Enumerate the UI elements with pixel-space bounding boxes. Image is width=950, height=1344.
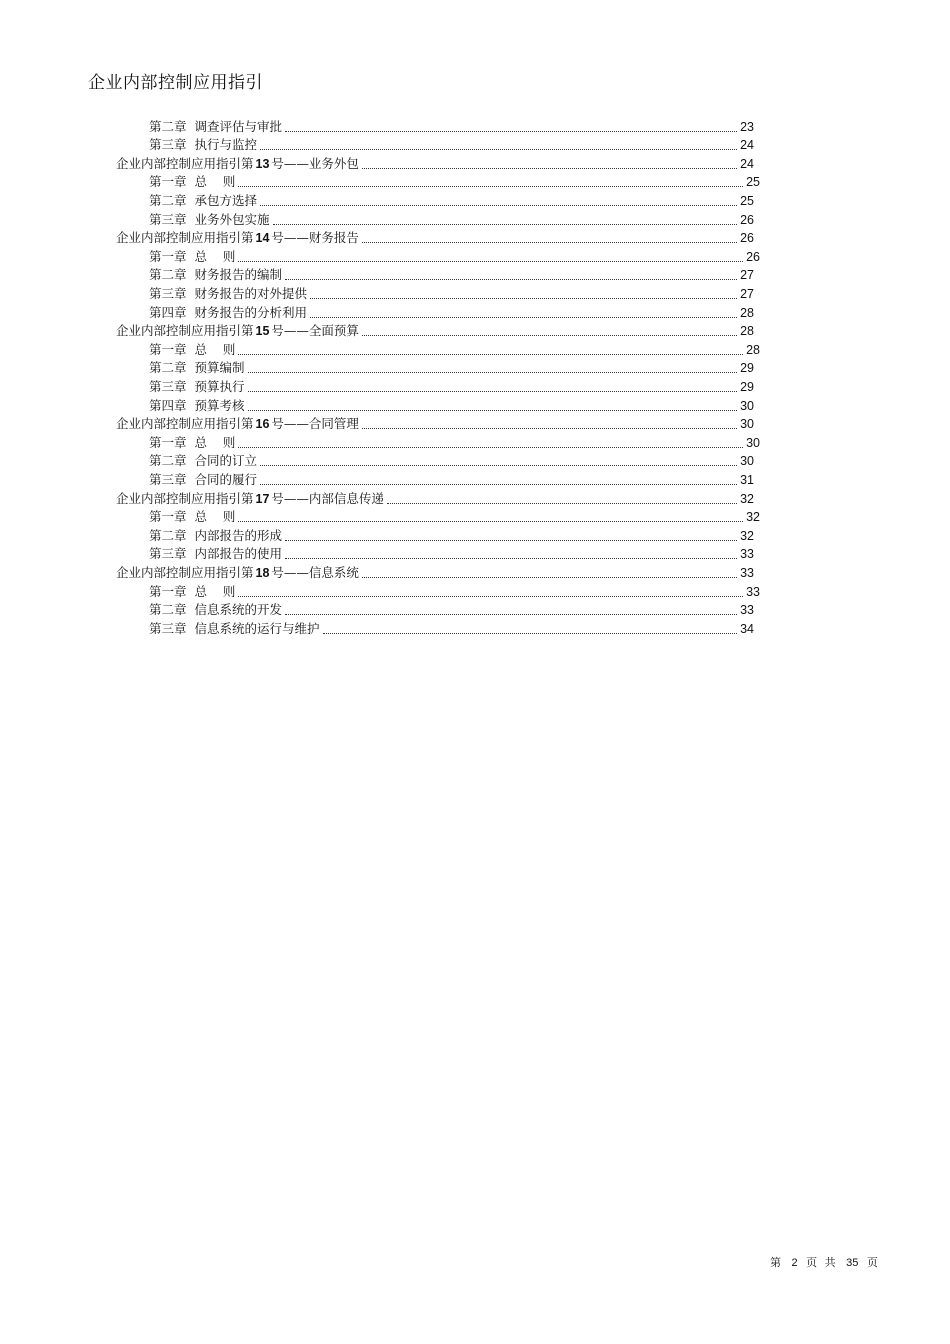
toc-dot-leader bbox=[387, 503, 737, 504]
toc-entry-title: 号——信息系统 bbox=[271, 564, 359, 580]
toc-page-number: 30 bbox=[740, 398, 754, 413]
toc-page-number: 29 bbox=[740, 379, 754, 394]
toc-dot-leader bbox=[310, 298, 737, 299]
toc-chapter-entry[interactable] bbox=[149, 173, 760, 192]
toc-page-number: 33 bbox=[746, 584, 760, 599]
toc-entry-text bbox=[149, 136, 257, 154]
toc-entry-number: 18 bbox=[255, 565, 270, 580]
toc-dot-leader bbox=[260, 465, 737, 466]
toc-entry-title: 总 则 bbox=[194, 509, 236, 525]
toc-chapter-entry[interactable] bbox=[149, 396, 754, 415]
toc-page-number: 26 bbox=[740, 231, 754, 246]
toc-entry-title: 合同的订立 bbox=[194, 453, 258, 469]
toc-chapter-entry[interactable] bbox=[149, 452, 754, 471]
toc-chapter-entry[interactable] bbox=[149, 340, 760, 359]
toc-chapter-entry[interactable] bbox=[149, 303, 754, 322]
footer-current-page: 2 bbox=[791, 1257, 798, 1269]
toc-page-number: 28 bbox=[740, 305, 754, 320]
toc-page-number: 30 bbox=[740, 454, 754, 469]
toc-entry-prefix: 企业内部控制应用指引第 bbox=[116, 155, 254, 171]
toc-entry-prefix: 第一章 bbox=[149, 434, 187, 450]
toc-entry-title: 号——合同管理 bbox=[271, 416, 359, 432]
toc-entry-title: 合同的履行 bbox=[194, 471, 258, 487]
toc-entry-title: 号——全面预算 bbox=[271, 323, 359, 339]
toc-page-number: 24 bbox=[740, 156, 754, 171]
toc-dot-leader bbox=[238, 596, 743, 597]
toc-entry-prefix: 第一章 bbox=[149, 248, 187, 264]
toc-entry-prefix: 第二章 bbox=[149, 360, 187, 376]
toc-dot-leader bbox=[238, 521, 743, 522]
toc-page-number: 26 bbox=[746, 249, 760, 264]
toc-chapter-entry[interactable] bbox=[149, 266, 754, 285]
toc-entry-text bbox=[149, 471, 257, 489]
toc-dot-leader bbox=[260, 205, 737, 206]
toc-entry-text bbox=[149, 192, 257, 210]
toc-dot-leader bbox=[285, 558, 737, 559]
toc-entry-number: 14 bbox=[255, 231, 270, 246]
toc-entry-prefix: 第三章 bbox=[149, 285, 187, 301]
toc-entry-number: 17 bbox=[255, 491, 270, 506]
toc-entry-number: 15 bbox=[255, 324, 270, 339]
toc-entry-prefix: 第二章 bbox=[149, 527, 187, 543]
toc-entry-title: 号——内部信息传递 bbox=[271, 490, 384, 506]
toc-entry-text bbox=[149, 601, 282, 619]
toc-dot-leader bbox=[238, 447, 743, 448]
toc-entry-prefix: 第二章 bbox=[149, 267, 187, 283]
toc-page-number: 31 bbox=[740, 472, 754, 487]
toc-entry-title: 总 则 bbox=[194, 583, 236, 599]
toc-dot-leader bbox=[273, 224, 738, 225]
toc-entry-prefix: 第二章 bbox=[149, 118, 187, 134]
toc-entry-title: 号——财务报告 bbox=[271, 230, 359, 246]
toc-dot-leader bbox=[248, 410, 738, 411]
toc-page-number: 26 bbox=[740, 212, 754, 227]
toc-page-number: 32 bbox=[740, 528, 754, 543]
toc-entry-text bbox=[149, 527, 282, 545]
toc-page-number: 25 bbox=[746, 175, 760, 190]
toc-dot-leader bbox=[248, 372, 738, 373]
toc-page-number: 24 bbox=[740, 138, 754, 153]
toc-chapter-entry[interactable] bbox=[149, 545, 754, 564]
toc-entry-prefix: 第一章 bbox=[149, 509, 187, 525]
toc-entry-text bbox=[116, 415, 359, 433]
toc-dot-leader bbox=[310, 317, 737, 318]
toc-entry-title: 总 则 bbox=[194, 434, 236, 450]
toc-entry-title: 承包方选择 bbox=[194, 192, 258, 208]
toc-page-number: 27 bbox=[740, 286, 754, 301]
toc-entry-prefix: 第三章 bbox=[149, 471, 187, 487]
toc-page-number: 30 bbox=[746, 435, 760, 450]
toc-entry-text bbox=[149, 359, 245, 377]
toc-dot-leader bbox=[260, 484, 737, 485]
footer-total-pages: 35 bbox=[846, 1257, 859, 1269]
toc-page-number: 33 bbox=[740, 603, 754, 618]
toc-entry-text bbox=[116, 322, 359, 340]
toc-entry-title: 财务报告的分析利用 bbox=[194, 304, 308, 320]
footer-middle: 页 共 bbox=[806, 1256, 838, 1269]
toc-chapter-entry[interactable] bbox=[149, 136, 754, 155]
toc-chapter-entry[interactable] bbox=[149, 619, 754, 638]
toc-entry-prefix: 企业内部控制应用指引第 bbox=[116, 416, 254, 432]
toc-dot-leader bbox=[323, 633, 738, 634]
toc-entry-title: 执行与监控 bbox=[194, 137, 258, 153]
toc-dot-leader bbox=[248, 391, 738, 392]
toc-dot-leader bbox=[362, 577, 737, 578]
toc-entry-title: 内部报告的形成 bbox=[194, 527, 283, 543]
toc-entry-text bbox=[149, 508, 235, 526]
toc-chapter-entry[interactable] bbox=[149, 582, 760, 601]
toc-dot-leader bbox=[285, 540, 737, 541]
toc-section-entry[interactable] bbox=[116, 489, 754, 508]
toc-page-number: 33 bbox=[740, 565, 754, 580]
toc-chapter-entry[interactable] bbox=[149, 284, 754, 303]
toc-entry-title: 总 则 bbox=[194, 248, 236, 264]
toc-page-number: 30 bbox=[740, 417, 754, 432]
toc-entry-prefix: 企业内部控制应用指引第 bbox=[116, 564, 254, 580]
toc-entry-title: 预算考核 bbox=[194, 397, 245, 413]
toc-chapter-entry[interactable] bbox=[149, 526, 754, 545]
toc-dot-leader bbox=[362, 335, 737, 336]
toc-chapter-entry[interactable] bbox=[149, 508, 760, 527]
toc-entry-number: 16 bbox=[255, 417, 270, 432]
toc-chapter-entry[interactable] bbox=[149, 601, 754, 620]
toc-entry-text bbox=[149, 434, 235, 452]
toc-page-number: 32 bbox=[746, 510, 760, 525]
toc-entry-prefix: 第四章 bbox=[149, 397, 187, 413]
toc-dot-leader bbox=[238, 261, 743, 262]
toc-entry-text bbox=[149, 378, 245, 396]
toc-entry-title: 预算执行 bbox=[194, 378, 245, 394]
toc-dot-leader bbox=[238, 354, 743, 355]
toc-chapter-entry[interactable] bbox=[149, 191, 754, 210]
toc-page-number: 28 bbox=[740, 324, 754, 339]
toc-dot-leader bbox=[285, 131, 737, 132]
toc-entry-prefix: 第一章 bbox=[149, 341, 187, 357]
toc-page-number: 29 bbox=[740, 361, 754, 376]
toc-page-number: 25 bbox=[740, 193, 754, 208]
toc-entry-prefix: 第三章 bbox=[149, 211, 187, 227]
toc-chapter-entry[interactable] bbox=[149, 117, 754, 136]
toc-chapter-entry[interactable] bbox=[149, 247, 760, 266]
toc-entry-title: 信息系统的开发 bbox=[194, 602, 283, 618]
toc-entry-text bbox=[149, 583, 235, 601]
toc-section-entry[interactable] bbox=[116, 154, 754, 173]
toc-dot-leader bbox=[260, 149, 737, 150]
toc-entry-number: 13 bbox=[255, 156, 270, 171]
footer-suffix: 页 bbox=[866, 1256, 880, 1269]
toc-entry-text bbox=[149, 266, 282, 284]
footer-prefix: 第 bbox=[770, 1256, 783, 1269]
toc-entry-text bbox=[116, 155, 359, 173]
toc-page-number: 28 bbox=[746, 342, 760, 357]
toc-entry-prefix: 第二章 bbox=[149, 602, 187, 618]
toc-entry-text bbox=[116, 229, 359, 247]
toc-entry-title: 业务外包实施 bbox=[194, 211, 270, 227]
toc-entry-title: 信息系统的运行与维护 bbox=[194, 620, 320, 636]
toc-page-number: 32 bbox=[740, 491, 754, 506]
toc-entry-prefix: 第一章 bbox=[149, 583, 187, 599]
page-footer bbox=[770, 1254, 880, 1270]
toc-entry-prefix: 第三章 bbox=[149, 546, 187, 562]
toc-entry-text bbox=[116, 490, 384, 508]
toc-entry-text bbox=[116, 564, 359, 582]
toc-page-number: 23 bbox=[740, 119, 754, 134]
toc-entry-text bbox=[149, 341, 235, 359]
toc-entry-prefix: 第三章 bbox=[149, 137, 187, 153]
toc-chapter-entry[interactable] bbox=[149, 359, 754, 378]
toc-entry-prefix: 第一章 bbox=[149, 174, 187, 190]
toc-entry-prefix: 第四章 bbox=[149, 304, 187, 320]
toc-section-entry[interactable] bbox=[116, 563, 754, 582]
toc-section-entry[interactable] bbox=[116, 322, 754, 341]
toc-entry-prefix: 第三章 bbox=[149, 378, 187, 394]
toc-entry-text bbox=[149, 620, 320, 638]
toc-entry-title: 调查评估与审批 bbox=[194, 118, 283, 134]
toc-entry-title: 总 则 bbox=[194, 174, 236, 190]
toc-section-entry[interactable] bbox=[116, 415, 754, 434]
toc-entry-prefix: 企业内部控制应用指引第 bbox=[116, 490, 254, 506]
toc-chapter-entry[interactable] bbox=[149, 433, 760, 452]
toc-entry-text bbox=[149, 545, 282, 563]
toc-entry-text bbox=[149, 248, 235, 266]
toc-entry-text bbox=[149, 173, 235, 191]
toc-dot-leader bbox=[362, 242, 737, 243]
toc-entry-text bbox=[149, 452, 257, 470]
toc-entry-text bbox=[149, 211, 270, 229]
toc-page-number: 34 bbox=[740, 621, 754, 636]
toc-chapter-entry[interactable] bbox=[149, 377, 754, 396]
toc-entry-text bbox=[149, 304, 307, 322]
toc-page-number: 27 bbox=[740, 268, 754, 283]
toc-dot-leader bbox=[285, 614, 737, 615]
page-header-title: 企业内部控制应用指引 bbox=[88, 73, 263, 93]
toc-entry-text bbox=[149, 118, 282, 136]
toc-entry-prefix: 第三章 bbox=[149, 620, 187, 636]
toc-entry-prefix: 第二章 bbox=[149, 453, 187, 469]
toc-entry-prefix: 企业内部控制应用指引第 bbox=[116, 323, 254, 339]
toc-entry-title: 财务报告的编制 bbox=[194, 267, 283, 283]
toc-dot-leader bbox=[238, 186, 743, 187]
toc-entry-text bbox=[149, 285, 307, 303]
toc-entry-title: 预算编制 bbox=[194, 360, 245, 376]
toc-entry-text bbox=[149, 397, 245, 415]
toc-dot-leader bbox=[285, 279, 737, 280]
toc-entry-title: 内部报告的使用 bbox=[194, 546, 283, 562]
toc-dot-leader bbox=[362, 168, 737, 169]
toc-entry-prefix: 第二章 bbox=[149, 192, 187, 208]
toc-dot-leader bbox=[362, 428, 737, 429]
toc-entry-title: 总 则 bbox=[194, 341, 236, 357]
toc-chapter-entry[interactable] bbox=[149, 470, 754, 489]
toc-entry-title: 号——业务外包 bbox=[271, 155, 359, 171]
toc-entry-title: 财务报告的对外提供 bbox=[194, 285, 308, 301]
toc-chapter-entry[interactable] bbox=[149, 210, 754, 229]
toc-page-number: 33 bbox=[740, 547, 754, 562]
toc-entry-prefix: 企业内部控制应用指引第 bbox=[116, 230, 254, 246]
toc-section-entry[interactable] bbox=[116, 229, 754, 248]
